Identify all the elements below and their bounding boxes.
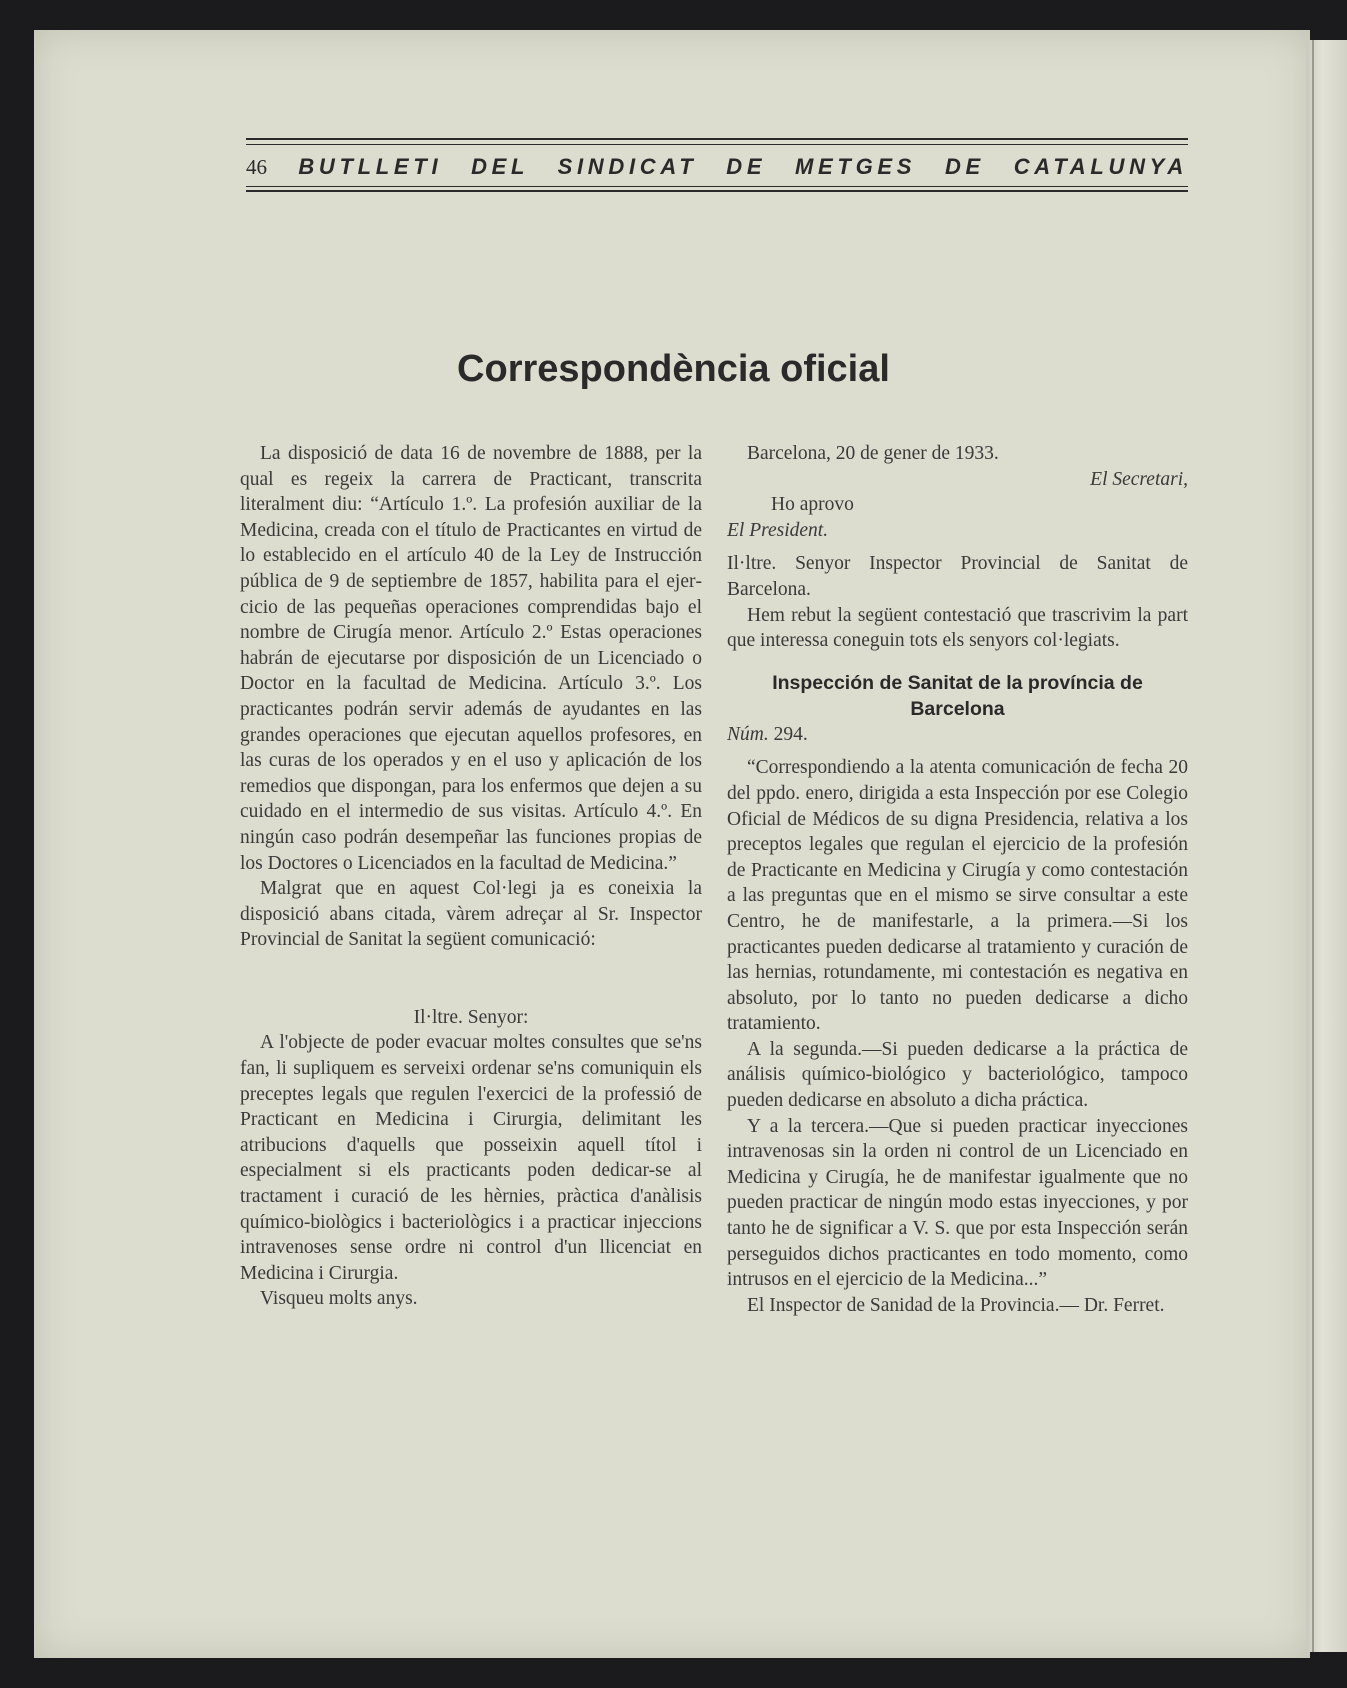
page-number: 46 bbox=[246, 154, 267, 179]
right-column bbox=[727, 441, 1188, 1318]
paragraph-letter: A l'objecte de poder evacuar moltes consultes que se'ns fan, li supliquem es serveixi ordenar se'ns comuniquin els preceptes legals que regulen l'exercici de la professió de Practicant en Medicina i Cirurgia, delimitant les atribucions d'aquells que posseixin aquell títol i especialment si els practicants poden dedicar-se al tractament i curació de les hèrnies, pràctica d'anàlisis químico-biològics i bacteriològics i a practicar injeccions intravenoses sense ordre ni control d'un llicenciat en Medicina i Cirurgia. bbox=[240, 1032, 702, 1284]
reply-paragraph-1: “Correspondiendo a la atenta comunicación de fecha 20 del ppdo. enero, dirigida a esta Inspección por ese Colegio Oficial de Médicos de su digna Presidencia, relativa a los preceptos legales que regulan el ejercicio de la profesión de Practicante en Medicina y Cirugía y como contestación a las preguntas que en el mismo se sirve consultar a este Centro, he de manifestarle, a la primera.—Si los practicantes pueden dedicarse al tratamiento y curación de las hernias, rotundamente, mi contestación es negativa en absoluto, por lo tanto no pueden dedicarse a dicho tratamiento. bbox=[727, 757, 1188, 1035]
article-title: Correspondència oficial bbox=[457, 348, 890, 390]
secretary-signature: El Secretari, bbox=[1090, 468, 1188, 490]
reply-paragraph-2: A la segunda.—Si pueden dedicarse a la práctica de análisis químico-biológico y bacteriológico, tampoco pueden dedicarse en absoluto a dicha práctica. bbox=[727, 1038, 1188, 1112]
salutation: Il·ltre. Senyor: bbox=[413, 1006, 529, 1028]
addressee: Il·ltre. Senyor Inspector Provincial de Sanitat de Barcelona. bbox=[727, 553, 1188, 600]
closing: Visqueu molts anys. bbox=[260, 1288, 418, 1310]
number-value: 294. bbox=[773, 723, 808, 745]
reply-paragraph-3: Y a la tercera.—Que si pueden practicar inyecciones intravenosas sin la orden ni control de un Licenciado en Medicina y Cirugía, he de manifestar igualmente que no pueden practicar de ningún modo estas inyecciones, y por tanto he de significar a V. S. que por esta Inspección serán perseguidos dichos practicantes en todo momento, como intrusos en el ejercicio de la Medicina...” bbox=[727, 1115, 1188, 1291]
header-rule-top bbox=[246, 138, 1188, 140]
header-rule-bottom bbox=[246, 190, 1188, 192]
journal-title: BUTLLETI DEL SINDICAT DE METGES DE CATALUNYA bbox=[298, 154, 1188, 179]
paragraph-decree: La disposició de data 16 de novembre de 1888, per la qual es regeix la carrera de Practicant, transcrita literalment diu: “Artículo 1.º. La profesión auxiliar de la Medicina, creada con el título de Practicantes en virtud de lo establecido en el artículo 40 de la Ley de Instrucción pública de 9 de septiembre de 1857, habilita para el ejercicio de las pequeñas operaciones comprendidas bajo el nombre de Cirugía menor. Artículo 2.º Estas operaciones habrán de ejecutarse por disposición de un Licenciado o Doctor en la facultad de Medicina. Artículo 3.º. Los practicantes podrán servir además de ayudantes en las grandes operaciones que ejecutan aquellos profesores, en las curas de los operados y en el uso y aplicación de los remedios que dispongan, para los enfermos que dejen a su cuidado en el intermedio de sus visitas. Artículo 4.º. En ningún caso podrán desempeñar las funciones propias de los Doctores o Licenciados en la facultad de Medicina.” bbox=[240, 443, 702, 874]
date-line: Barcelona, 20 de gener de 1933. bbox=[747, 443, 999, 464]
reply-signoff: El Inspector de Sanidad de la Provincia.— Dr. Ferret. bbox=[747, 1294, 1165, 1316]
paragraph-intro: Hem rebut la següent contestació que trascrivim la part que interessa coneguin tots els senyors col·legiats. bbox=[727, 604, 1188, 652]
number-label: Núm. bbox=[727, 723, 769, 745]
header-rule-bottom-thin bbox=[246, 186, 1188, 187]
reference-number bbox=[727, 722, 1188, 748]
header-rule-top-thin bbox=[246, 144, 1188, 145]
running-header bbox=[246, 152, 1188, 182]
paragraph-request: Malgrat que en aquest Col·legi ja es coneixia la disposició abans citada, vàrem adreçar al Sr. Inspector Provincial de Sanitat la següent comunicació: bbox=[240, 878, 702, 951]
spine-line bbox=[1312, 40, 1314, 1652]
section-subheading: Inspección de Sanitat de la província de Barcelona bbox=[772, 671, 1143, 720]
president-signature: El President. bbox=[727, 519, 829, 541]
approve-line: Ho aprovo bbox=[771, 494, 854, 516]
left-column bbox=[240, 441, 702, 1312]
